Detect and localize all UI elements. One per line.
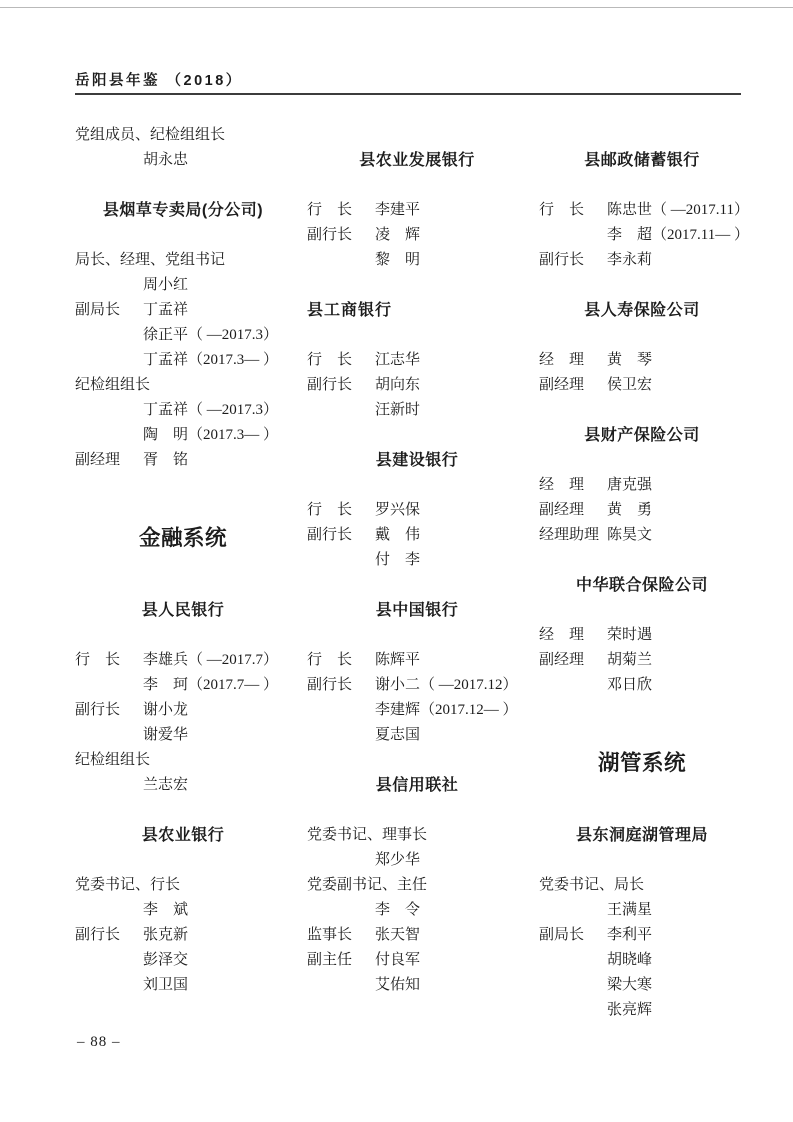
person-name: 陈昊文 bbox=[607, 527, 653, 543]
org-heading: 县农业发展银行 bbox=[359, 152, 475, 169]
role-label: 副行长 bbox=[75, 702, 121, 718]
person-name: 陈辉平 bbox=[375, 652, 421, 668]
role-label: 行 长 bbox=[307, 202, 353, 218]
person-name: 李 珂（2017.7— ） bbox=[143, 677, 279, 693]
person-name: 黄 琴 bbox=[607, 352, 653, 368]
role-label: 副经理 bbox=[75, 452, 121, 468]
person-name: 周小红 bbox=[143, 277, 189, 293]
entry-row bbox=[307, 673, 527, 698]
person-name: 谢小二（ —2017.12） bbox=[375, 677, 518, 693]
role-label: 副经理 bbox=[539, 652, 585, 668]
person-name: 李利平 bbox=[607, 927, 653, 943]
person-name: 罗兴保 bbox=[375, 502, 421, 518]
role-label: 副行长 bbox=[307, 377, 353, 393]
person-name: 李 斌 bbox=[143, 902, 189, 918]
role-label: 经 理 bbox=[539, 352, 585, 368]
person-name: 付良军 bbox=[375, 952, 421, 968]
section-heading: 湖管系统 bbox=[597, 751, 686, 775]
org-heading: 县工商银行 bbox=[307, 302, 393, 319]
role-label: 经理助理 bbox=[539, 527, 600, 543]
person-name: 黎 明 bbox=[375, 252, 421, 268]
org-heading: 县信用联社 bbox=[375, 777, 459, 794]
role-label: 党委书记、行长 bbox=[75, 877, 181, 893]
entry-row bbox=[539, 523, 745, 548]
org-heading: 县人民银行 bbox=[141, 602, 225, 619]
entry-row bbox=[75, 923, 291, 948]
role-label: 纪检组组长 bbox=[75, 752, 151, 768]
org-heading: 县东洞庭湖管理局 bbox=[575, 827, 708, 844]
person-name: 侯卫宏 bbox=[607, 377, 653, 393]
person-name: 邓日欣 bbox=[607, 677, 653, 693]
entry-row bbox=[539, 648, 745, 673]
column-2 bbox=[307, 123, 527, 998]
person-name: 胡永忠 bbox=[143, 152, 189, 168]
entry-row bbox=[539, 348, 745, 373]
entry-row bbox=[307, 498, 527, 523]
person-name: 张亮辉 bbox=[607, 1002, 653, 1018]
person-name: 兰志宏 bbox=[143, 777, 189, 793]
person-name: 谢小龙 bbox=[143, 702, 189, 718]
role-label: 行 长 bbox=[539, 202, 585, 218]
role-label: 副行长 bbox=[307, 677, 353, 693]
role-label: 经 理 bbox=[539, 477, 585, 493]
org-heading: 县中国银行 bbox=[375, 602, 459, 619]
person-name: 刘卫国 bbox=[143, 977, 189, 993]
column-3 bbox=[539, 123, 749, 1023]
person-name: 李 令 bbox=[375, 902, 421, 918]
person-name: 王满星 bbox=[607, 902, 653, 918]
entry-row bbox=[75, 698, 291, 723]
role-label: 副行长 bbox=[539, 252, 585, 268]
person-name: 胥 铭 bbox=[143, 452, 189, 468]
role-label: 党委副书记、主任 bbox=[307, 877, 428, 893]
entry-row bbox=[539, 198, 749, 223]
person-name: 黄 勇 bbox=[607, 502, 653, 518]
org-heading: 县烟草专卖局(分公司) bbox=[102, 202, 264, 219]
person-name: 艾佑知 bbox=[375, 977, 421, 993]
person-name: 荣时遇 bbox=[607, 627, 653, 643]
person-name: 李雄兵（ —2017.7） bbox=[143, 652, 279, 668]
person-name: 戴 伟 bbox=[375, 527, 421, 543]
role-label: 副行长 bbox=[75, 927, 121, 943]
person-name: 李 超（2017.11— ） bbox=[607, 227, 749, 243]
person-name: 胡晓峰 bbox=[607, 952, 653, 968]
role-label: 行 长 bbox=[75, 652, 121, 668]
entry-row bbox=[539, 623, 745, 648]
person-name: 张天智 bbox=[375, 927, 421, 943]
org-heading: 县财产保险公司 bbox=[584, 427, 700, 444]
page-top-edge-line bbox=[0, 7, 793, 8]
person-name: 徐正平（ —2017.3） bbox=[143, 327, 279, 343]
person-name: 夏志国 bbox=[375, 727, 421, 743]
role-label: 党委书记、局长 bbox=[539, 877, 645, 893]
entry-row bbox=[539, 923, 745, 948]
person-name: 唐克强 bbox=[607, 477, 653, 493]
person-name: 丁孟祥 bbox=[143, 302, 189, 318]
role-label: 纪检组组长 bbox=[75, 377, 151, 393]
role-label: 副局长 bbox=[75, 302, 121, 318]
role-label: 监事长 bbox=[307, 927, 353, 943]
entry-row bbox=[539, 373, 745, 398]
org-heading: 县农业银行 bbox=[141, 827, 225, 844]
org-heading: 县人寿保险公司 bbox=[584, 302, 700, 319]
person-name: 张克新 bbox=[143, 927, 189, 943]
header-rule bbox=[75, 93, 741, 95]
role-label: 党委书记、理事长 bbox=[307, 827, 428, 843]
role-label: 局长、经理、党组书记 bbox=[75, 252, 226, 268]
person-name: 付 李 bbox=[375, 552, 421, 568]
person-name: 丁孟祥（2017.3— ） bbox=[143, 352, 279, 368]
entry-row bbox=[75, 648, 291, 673]
role-label: 副主任 bbox=[307, 952, 353, 968]
section-heading: 金融系统 bbox=[138, 526, 227, 550]
person-name: 李建辉（2017.12— ） bbox=[375, 702, 518, 718]
org-heading: 中华联合保险公司 bbox=[575, 577, 708, 594]
entry-row bbox=[307, 948, 527, 973]
person-name: 李永莉 bbox=[607, 252, 653, 268]
role-label: 副行长 bbox=[307, 227, 353, 243]
entry-row bbox=[307, 223, 527, 248]
entry-row bbox=[307, 348, 527, 373]
person-name: 李建平 bbox=[375, 202, 421, 218]
role-label: 经 理 bbox=[539, 627, 585, 643]
running-head-title: 岳阳县年鉴 （2018） bbox=[75, 73, 243, 89]
role-label: 党组成员、纪检组组长 bbox=[75, 127, 226, 143]
role-label: 行 长 bbox=[307, 652, 353, 668]
role-label: 行 长 bbox=[307, 352, 353, 368]
entry-row bbox=[539, 473, 745, 498]
person-name: 丁孟祥（ —2017.3） bbox=[143, 402, 279, 418]
role-label: 副经理 bbox=[539, 502, 585, 518]
entry-row bbox=[75, 298, 291, 323]
person-name: 江志华 bbox=[375, 352, 421, 368]
person-name: 胡向东 bbox=[375, 377, 421, 393]
org-heading: 县邮政储蓄银行 bbox=[584, 152, 700, 169]
person-name: 凌 辉 bbox=[375, 227, 421, 243]
entry-row bbox=[539, 498, 745, 523]
entry-row bbox=[307, 523, 527, 548]
org-heading: 县建设银行 bbox=[375, 452, 459, 469]
entry-row bbox=[307, 198, 527, 223]
person-name: 汪新时 bbox=[375, 402, 421, 418]
role-label: 行 长 bbox=[307, 502, 353, 518]
role-label: 副经理 bbox=[539, 377, 585, 393]
page-number: – 88 – bbox=[77, 1034, 121, 1050]
column-1 bbox=[75, 123, 291, 998]
entry-row bbox=[307, 373, 527, 398]
entry-row bbox=[75, 448, 291, 473]
person-name: 胡菊兰 bbox=[607, 652, 653, 668]
person-name: 梁大寒 bbox=[607, 977, 653, 993]
person-name: 彭泽交 bbox=[143, 952, 189, 968]
person-name: 郑少华 bbox=[375, 852, 421, 868]
entry-row bbox=[539, 248, 745, 273]
person-name: 谢爱华 bbox=[143, 727, 189, 743]
entry-row bbox=[307, 923, 527, 948]
person-name: 陈忠世（ —2017.11） bbox=[607, 202, 749, 218]
role-label: 副行长 bbox=[307, 527, 353, 543]
person-name: 陶 明（2017.3— ） bbox=[143, 427, 279, 443]
role-label: 副局长 bbox=[539, 927, 585, 943]
entry-row bbox=[307, 648, 527, 673]
